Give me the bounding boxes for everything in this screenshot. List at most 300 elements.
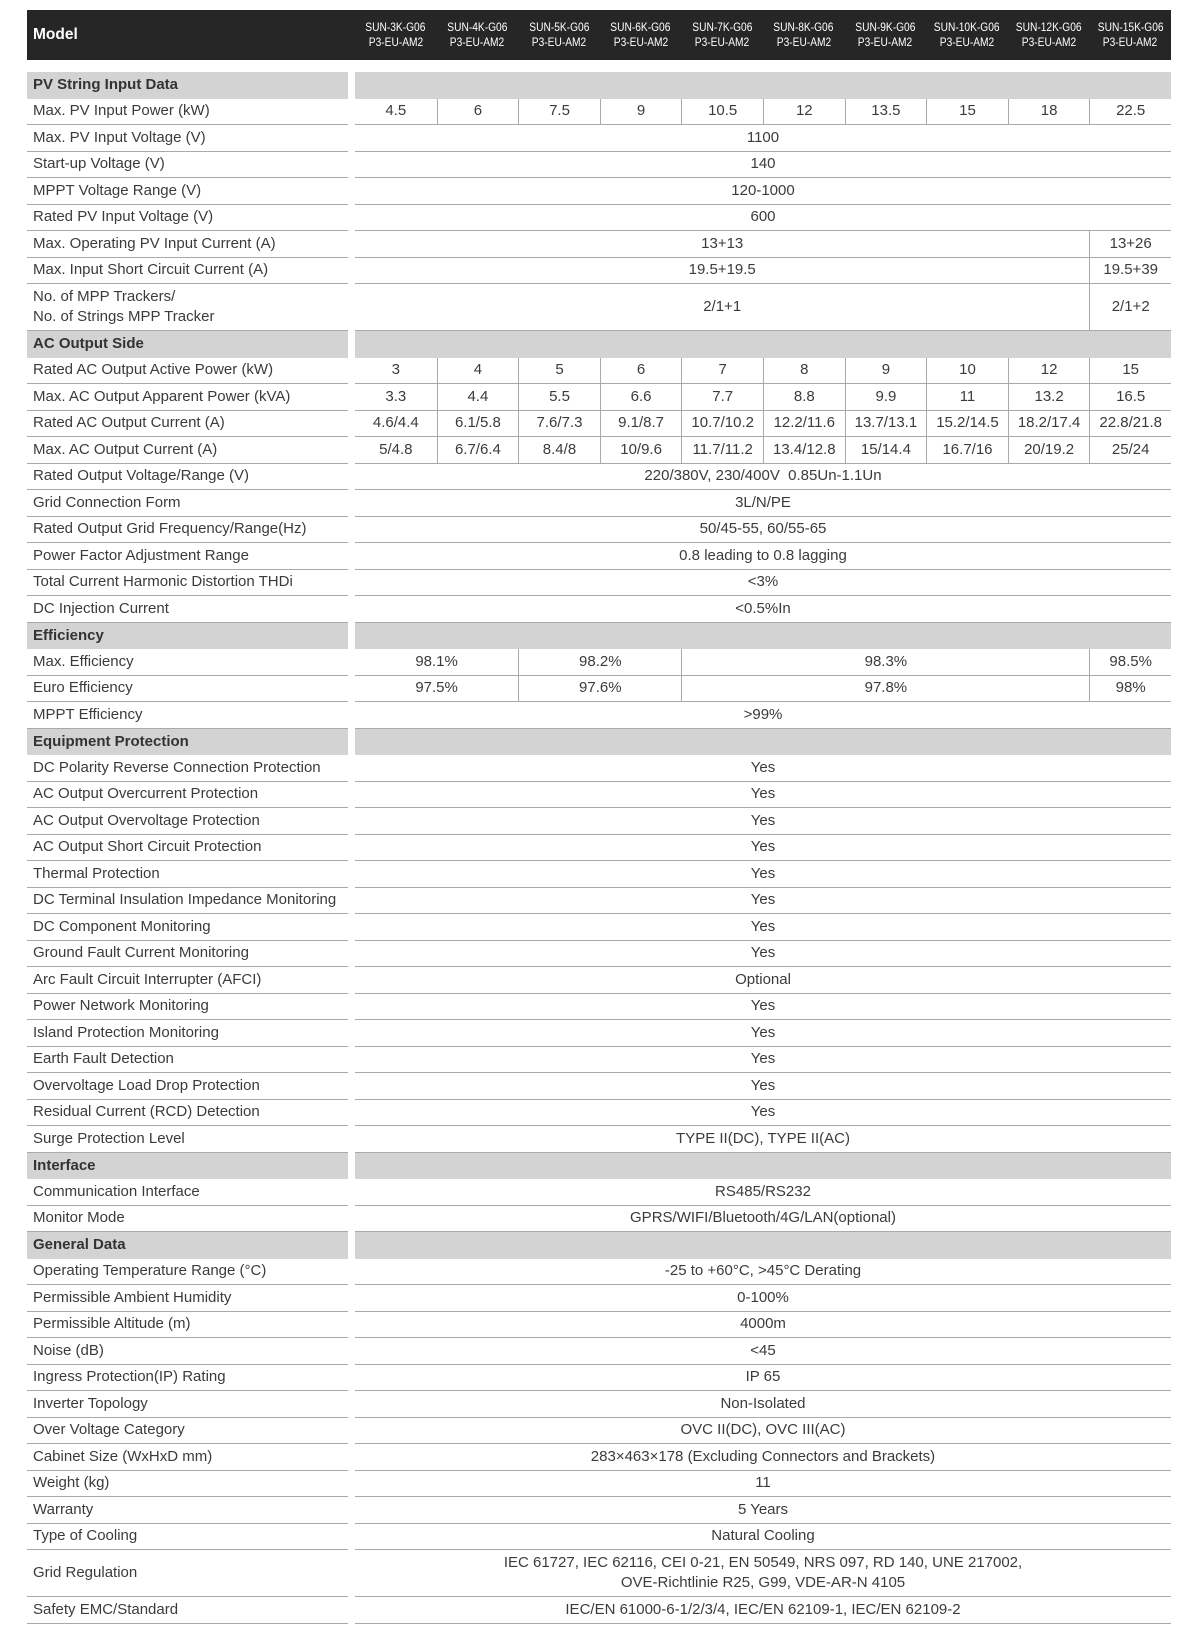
spec-row-mppt-voltage-range-v — [27, 178, 1171, 205]
spec-value: 6.6 — [600, 384, 682, 410]
spec-label: Permissible Altitude (m) — [27, 1312, 348, 1339]
spec-value: 97.5% — [415, 679, 458, 697]
section-band — [355, 1232, 1171, 1259]
spec-value: OVC II(DC), OVC III(AC) — [680, 1421, 846, 1439]
model-name: SUN-9K-G06 — [855, 20, 916, 34]
spec-label: Warranty — [27, 1497, 348, 1524]
spec-value: 4.6/4.4 — [372, 414, 419, 432]
spec-label: Communication Interface — [27, 1179, 348, 1206]
spec-row-permissible-altitude-m — [27, 1312, 1171, 1339]
spec-values — [355, 152, 1171, 179]
model-name: SUN-6K-G06 — [610, 20, 671, 34]
spec-value: RS485/RS232 — [715, 1182, 811, 1200]
spec-label: Max. Input Short Circuit Current (A) — [27, 258, 348, 285]
spec-value: Yes — [750, 838, 776, 856]
spec-row-earth-fault-detection — [27, 1047, 1171, 1074]
spec-values — [355, 205, 1171, 232]
spec-value: Yes — [750, 758, 776, 776]
spec-row-grid-connection-form — [27, 490, 1171, 517]
spec-value — [355, 1550, 1171, 1596]
spec-value: 20/19.2 — [1008, 437, 1090, 463]
spec-values — [355, 1126, 1171, 1153]
spec-values — [355, 967, 1171, 994]
spec-value: 1100 — [746, 128, 780, 146]
spec-label: Start-up Voltage (V) — [27, 152, 348, 179]
spec-row-max-ac-output-apparent-power-kva — [27, 384, 1171, 411]
spec-row-residual-current-rcd-detection — [27, 1100, 1171, 1127]
spec-values — [355, 258, 1171, 285]
spec-value: 18 — [1008, 99, 1090, 125]
spec-label: Overvoltage Load Drop Protection — [27, 1073, 348, 1100]
spec-value: 0-100% — [737, 1288, 789, 1306]
spec-label: Power Network Monitoring — [27, 994, 348, 1021]
spec-value: IEC/EN 61000-6-1/2/3/4, IEC/EN 62109-1, IEC/EN 62109-2 — [565, 1600, 961, 1618]
spec-value: 9 — [845, 358, 927, 384]
spec-row-dc-terminal-insulation-impedance-monitoring — [27, 888, 1171, 915]
spec-values — [355, 1312, 1171, 1339]
spec-value: 4.4 — [437, 384, 519, 410]
spec-row-euro-efficiency — [27, 676, 1171, 703]
model-column-header-sun-3k-g06 — [355, 10, 437, 60]
spec-label: Rated PV Input Voltage (V) — [27, 205, 348, 232]
spec-row-ingress-protection-ip-rating — [27, 1365, 1171, 1392]
section-title: Efficiency — [27, 623, 348, 650]
spec-label: Grid Connection Form — [27, 490, 348, 517]
spec-label: Grid Regulation — [27, 1550, 348, 1597]
spec-values — [355, 888, 1171, 915]
spec-row-dc-polarity-reverse-connection-protection — [27, 755, 1171, 782]
section-row-pv-string-input-data — [27, 72, 1171, 99]
spec-value: 50/45-55, 60/55-65 — [699, 520, 827, 538]
spec-row-power-network-monitoring — [27, 994, 1171, 1021]
spec-row-rated-output-grid-frequency-range-hz — [27, 517, 1171, 544]
spec-row-weight-kg — [27, 1471, 1171, 1498]
spec-value: 13+13 — [701, 234, 744, 252]
spec-values — [355, 178, 1171, 205]
spec-label: Ingress Protection(IP) Rating — [27, 1365, 348, 1392]
spec-values — [355, 517, 1171, 544]
model-heading: Model — [33, 26, 78, 43]
spec-values — [355, 596, 1171, 623]
spec-label: Max. AC Output Apparent Power (kVA) — [27, 384, 348, 411]
model-column-header-sun-9k-g06 — [845, 10, 927, 60]
spec-value: 13.5 — [845, 99, 927, 125]
spec-label: Rated AC Output Current (A) — [27, 411, 348, 438]
spec-values — [355, 1497, 1171, 1524]
spec-row-monitor-mode — [27, 1206, 1171, 1233]
spec-row-island-protection-monitoring — [27, 1020, 1171, 1047]
model-variant: P3-EU-AM2 — [776, 35, 831, 49]
spec-label: Max. PV Input Power (kW) — [27, 99, 348, 126]
spec-row-max-pv-input-voltage-v — [27, 125, 1171, 152]
spec-value: 19.5+19.5 — [688, 261, 756, 279]
model-header-bar — [27, 10, 1171, 60]
spec-value: Yes — [750, 1103, 776, 1121]
spec-row-thermal-protection — [27, 861, 1171, 888]
spec-value: 283×463×178 (Excluding Connectors and Brackets) — [590, 1447, 936, 1465]
model-name: SUN-10K-G06 — [934, 20, 1000, 34]
spec-row-start-up-voltage-v — [27, 152, 1171, 179]
spec-label: Inverter Topology — [27, 1391, 348, 1418]
spec-value: Yes — [750, 917, 776, 935]
spec-value: 5.5 — [518, 384, 600, 410]
spec-label: Rated Output Grid Frequency/Range(Hz) — [27, 517, 348, 544]
spec-value: 8.4/8 — [518, 437, 600, 463]
spec-values — [355, 1259, 1171, 1286]
spec-label: Max. Efficiency — [27, 649, 348, 676]
spec-value: 6.7/6.4 — [437, 437, 519, 463]
spec-value: >99% — [743, 705, 783, 723]
model-variant: P3-EU-AM2 — [1021, 35, 1076, 49]
spec-label: DC Component Monitoring — [27, 914, 348, 941]
section-row-efficiency — [27, 623, 1171, 650]
spec-value: <3% — [747, 573, 779, 591]
spec-row-communication-interface — [27, 1179, 1171, 1206]
spec-value: <45 — [750, 1341, 776, 1359]
spec-row-overvoltage-load-drop-protection — [27, 1073, 1171, 1100]
spec-values — [355, 1338, 1171, 1365]
model-column-header-sun-4k-g06 — [437, 10, 519, 60]
spec-row-ground-fault-current-monitoring — [27, 941, 1171, 968]
spec-value: 3L/N/PE — [735, 493, 791, 511]
spec-values — [355, 464, 1171, 491]
spec-label: AC Output Overvoltage Protection — [27, 808, 348, 835]
spec-label: Over Voltage Category — [27, 1418, 348, 1445]
model-variant: P3-EU-AM2 — [694, 35, 750, 49]
spec-label: Earth Fault Detection — [27, 1047, 348, 1074]
spec-values — [355, 1047, 1171, 1074]
spec-label: Max. PV Input Voltage (V) — [27, 125, 348, 152]
spec-label: Cabinet Size (WxHxD mm) — [27, 1444, 348, 1471]
spec-value: 11 — [926, 384, 1008, 410]
spec-value: 13.7/13.1 — [845, 411, 927, 437]
model-variant: P3-EU-AM2 — [531, 35, 587, 49]
spec-value: 3.3 — [385, 387, 407, 405]
spec-values — [355, 437, 1171, 464]
spec-values — [355, 490, 1171, 517]
spec-value: 10/9.6 — [600, 437, 682, 463]
model-variant: P3-EU-AM2 — [450, 35, 505, 49]
section-row-interface — [27, 1153, 1171, 1180]
spec-value: 220/380V, 230/400V 0.85Un-1.1Un — [644, 467, 882, 485]
spec-value: Yes — [750, 1050, 776, 1068]
spec-values — [355, 1206, 1171, 1233]
spec-label: DC Injection Current — [27, 596, 348, 623]
spec-value: 15/14.4 — [845, 437, 927, 463]
spec-value: 97.6% — [518, 676, 681, 702]
spec-value: 9.9 — [845, 384, 927, 410]
section-title: Equipment Protection — [27, 729, 348, 756]
spec-label: Permissible Ambient Humidity — [27, 1285, 348, 1312]
spec-values — [355, 384, 1171, 411]
spec-values — [355, 543, 1171, 570]
model-variant: P3-EU-AM2 — [613, 35, 668, 49]
spec-values — [355, 702, 1171, 729]
spec-value: 7.7 — [681, 384, 763, 410]
spec-value: 6.1/5.8 — [437, 411, 519, 437]
spec-value: 15.2/14.5 — [926, 411, 1008, 437]
model-variant: P3-EU-AM2 — [939, 35, 995, 49]
spec-value: Optional — [735, 970, 791, 988]
spec-value: 16.5 — [1089, 384, 1171, 410]
spec-values — [355, 941, 1171, 968]
spec-values — [355, 1444, 1171, 1471]
spec-value: 15 — [1089, 358, 1171, 384]
spec-value: 10.7/10.2 — [681, 411, 763, 437]
spec-row-max-efficiency — [27, 649, 1171, 676]
spec-label-line-2: No. of Strings MPP Tracker — [33, 308, 215, 325]
spec-row-mppt-efficiency — [27, 702, 1171, 729]
spec-values — [355, 231, 1171, 258]
spec-values — [355, 358, 1171, 385]
spec-row-ac-output-short-circuit-protection — [27, 835, 1171, 862]
section-row-general-data — [27, 1232, 1171, 1259]
spec-value: 4.5 — [385, 102, 407, 120]
spec-row-max-pv-input-power-kw — [27, 99, 1171, 126]
spec-value: 120-1000 — [731, 181, 795, 199]
spec-value: Yes — [750, 997, 776, 1015]
spec-value: Yes — [750, 811, 776, 829]
spec-row-over-voltage-category — [27, 1418, 1171, 1445]
spec-label: MPPT Efficiency — [27, 702, 348, 729]
spec-values — [355, 1391, 1171, 1418]
spec-row-operating-temperature-range-c — [27, 1259, 1171, 1286]
spec-values — [355, 755, 1171, 782]
spec-row-rated-ac-output-active-power-kw — [27, 358, 1171, 385]
spec-values — [355, 1471, 1171, 1498]
spec-value: 6 — [437, 99, 519, 125]
spec-values — [355, 125, 1171, 152]
spec-value: 98.5% — [1089, 649, 1171, 675]
spec-label: Noise (dB) — [27, 1338, 348, 1365]
spec-row-rated-pv-input-voltage-v — [27, 205, 1171, 232]
spec-row-permissible-ambient-humidity — [27, 1285, 1171, 1312]
spec-values — [355, 782, 1171, 809]
spec-value: 8 — [763, 358, 845, 384]
spec-row-inverter-topology — [27, 1391, 1171, 1418]
spec-value: 22.8/21.8 — [1089, 411, 1171, 437]
spec-label — [27, 284, 348, 331]
spec-row-cabinet-size-wxhxd-mm — [27, 1444, 1171, 1471]
spec-row-rated-output-voltage-range-v — [27, 464, 1171, 491]
spec-value: 98.1% — [415, 652, 458, 670]
spec-value: GPRS/WIFI/Bluetooth/4G/LAN(optional) — [630, 1209, 896, 1227]
model-columns — [355, 10, 1171, 60]
model-column-header-sun-5k-g06 — [518, 10, 600, 60]
spec-value: Non-Isolated — [720, 1394, 806, 1412]
spec-label-line-1: No. of MPP Trackers/ — [33, 288, 176, 305]
spec-label: Rated Output Voltage/Range (V) — [27, 464, 348, 491]
spec-row-max-operating-pv-input-current-a — [27, 231, 1171, 258]
spec-label: Euro Efficiency — [27, 676, 348, 703]
spec-label: DC Terminal Insulation Impedance Monitoring — [27, 888, 348, 915]
spec-value: 13.4/12.8 — [763, 437, 845, 463]
spec-value: 5/4.8 — [379, 440, 413, 458]
spec-value: Yes — [750, 1023, 776, 1041]
spec-value: 19.5+39 — [1089, 258, 1171, 284]
spec-values — [355, 570, 1171, 597]
spec-values — [355, 676, 1171, 703]
section-row-ac-output-side — [27, 331, 1171, 358]
spec-label: Weight (kg) — [27, 1471, 348, 1498]
spec-label: Ground Fault Current Monitoring — [27, 941, 348, 968]
model-variant: P3-EU-AM2 — [368, 35, 423, 49]
section-title: Interface — [27, 1153, 348, 1180]
section-row-equipment-protection — [27, 729, 1171, 756]
spec-value: 10.5 — [681, 99, 763, 125]
section-title: General Data — [27, 1232, 348, 1259]
spec-row-safety-emc-standard — [27, 1597, 1171, 1624]
model-column-header-sun-10k-g06 — [926, 10, 1008, 60]
spec-value: -25 to +60°C, >45°C Derating — [664, 1262, 862, 1280]
spec-values — [355, 914, 1171, 941]
spec-row-grid-regulation — [27, 1550, 1171, 1597]
spec-value: 18.2/17.4 — [1008, 411, 1090, 437]
spec-values — [355, 1020, 1171, 1047]
spec-label: Rated AC Output Active Power (kW) — [27, 358, 348, 385]
spec-values — [355, 284, 1171, 331]
spec-table — [27, 72, 1171, 1624]
spec-values — [355, 1418, 1171, 1445]
spec-row-power-factor-adjustment-range — [27, 543, 1171, 570]
spec-value: 98.3% — [681, 649, 1089, 675]
spec-label: Type of Cooling — [27, 1524, 348, 1551]
spec-value: 3 — [391, 361, 400, 379]
spec-label: Surge Protection Level — [27, 1126, 348, 1153]
spec-label: Total Current Harmonic Distortion THDi — [27, 570, 348, 597]
spec-value: 5 Years — [737, 1500, 789, 1518]
spec-values — [355, 1073, 1171, 1100]
spec-values — [355, 994, 1171, 1021]
spec-row-max-input-short-circuit-current-a — [27, 258, 1171, 285]
section-title: PV String Input Data — [27, 72, 348, 99]
spec-value: 98% — [1089, 676, 1171, 702]
spec-values — [355, 1550, 1171, 1597]
spec-value: 7.5 — [518, 99, 600, 125]
spec-row-total-current-harmonic-distortion-thdi — [27, 570, 1171, 597]
spec-values — [355, 1285, 1171, 1312]
spec-value: 7 — [681, 358, 763, 384]
spec-value: 22.5 — [1089, 99, 1171, 125]
spec-value: 5 — [518, 358, 600, 384]
spec-values — [355, 1100, 1171, 1127]
spec-value: 0.8 leading to 0.8 lagging — [679, 546, 847, 564]
spec-value: 140 — [750, 155, 776, 173]
spec-value: 11.7/11.2 — [681, 437, 763, 463]
spec-values — [355, 1365, 1171, 1392]
spec-values — [355, 1597, 1171, 1624]
spec-label: AC Output Short Circuit Protection — [27, 835, 348, 862]
model-name: SUN-12K-G06 — [1015, 20, 1082, 34]
spec-label: DC Polarity Reverse Connection Protection — [27, 755, 348, 782]
spec-label: Monitor Mode — [27, 1206, 348, 1233]
spec-value: 7.6/7.3 — [518, 411, 600, 437]
spec-value: 2/1+2 — [1089, 284, 1171, 330]
spec-label: Max. Operating PV Input Current (A) — [27, 231, 348, 258]
spec-label: MPPT Voltage Range (V) — [27, 178, 348, 205]
spec-values — [355, 649, 1171, 676]
model-column-header-sun-12k-g06 — [1008, 10, 1090, 60]
section-band — [355, 729, 1171, 756]
spec-value: 8.8 — [763, 384, 845, 410]
spec-row-rated-ac-output-current-a — [27, 411, 1171, 438]
spec-value-line-2: OVE-Richtlinie R25, G99, VDE-AR-N 4105 — [620, 1574, 906, 1591]
spec-row-no-of-mpp-trackers-no-of-strings-mpp-tracker — [27, 284, 1171, 331]
spec-row-ac-output-overvoltage-protection — [27, 808, 1171, 835]
spec-label: Arc Fault Circuit Interrupter (AFCI) — [27, 967, 348, 994]
spec-value: Yes — [750, 944, 776, 962]
spec-row-ac-output-overcurrent-protection — [27, 782, 1171, 809]
spec-label: Power Factor Adjustment Range — [27, 543, 348, 570]
spec-values — [355, 1179, 1171, 1206]
section-band — [355, 72, 1171, 99]
spec-value: 2/1+1 — [703, 298, 742, 315]
model-variant: P3-EU-AM2 — [858, 35, 913, 49]
model-name: SUN-4K-G06 — [447, 20, 508, 34]
spec-row-type-of-cooling — [27, 1524, 1171, 1551]
spec-value: <0.5%In — [735, 599, 791, 617]
spec-value: 16.7/16 — [926, 437, 1008, 463]
section-band — [355, 623, 1171, 650]
model-variant: P3-EU-AM2 — [1102, 35, 1158, 49]
spec-row-dc-component-monitoring — [27, 914, 1171, 941]
model-column-header-sun-15k-g06 — [1089, 10, 1171, 60]
spec-value: 12.2/11.6 — [763, 411, 845, 437]
model-name: SUN-3K-G06 — [365, 20, 426, 34]
spec-values — [355, 861, 1171, 888]
spec-values — [355, 99, 1171, 126]
spec-row-arc-fault-circuit-interrupter-afci — [27, 967, 1171, 994]
spec-value: TYPE II(DC), TYPE II(AC) — [676, 1129, 850, 1147]
spec-label: Max. AC Output Current (A) — [27, 437, 348, 464]
spec-value: 4000m — [740, 1315, 786, 1333]
spec-label: Island Protection Monitoring — [27, 1020, 348, 1047]
spec-row-max-ac-output-current-a — [27, 437, 1171, 464]
spec-value: 25/24 — [1089, 437, 1171, 463]
spec-label: AC Output Overcurrent Protection — [27, 782, 348, 809]
spec-value: 9.1/8.7 — [600, 411, 682, 437]
spec-sheet — [27, 10, 1171, 1624]
spec-values — [355, 808, 1171, 835]
spec-value: 4 — [437, 358, 519, 384]
spec-values — [355, 835, 1171, 862]
spec-value: Natural Cooling — [711, 1527, 815, 1545]
spec-values — [355, 411, 1171, 438]
spec-value: Yes — [750, 864, 776, 882]
spec-label: Safety EMC/Standard — [27, 1597, 348, 1624]
spec-value: 98.2% — [518, 649, 681, 675]
spec-value: Yes — [750, 891, 776, 909]
model-column-header-sun-8k-g06 — [763, 10, 845, 60]
spec-value: 10 — [926, 358, 1008, 384]
spec-value: 12 — [763, 99, 845, 125]
model-name: SUN-7K-G06 — [692, 20, 753, 34]
model-name: SUN-15K-G06 — [1097, 20, 1164, 34]
model-column-header-sun-6k-g06 — [600, 10, 682, 60]
spec-value: 600 — [750, 208, 776, 226]
spec-value: 11 — [755, 1474, 771, 1492]
section-band — [355, 1153, 1171, 1180]
spec-value: 6 — [600, 358, 682, 384]
spec-value: 15 — [926, 99, 1008, 125]
spec-label: Residual Current (RCD) Detection — [27, 1100, 348, 1127]
spec-row-surge-protection-level — [27, 1126, 1171, 1153]
spec-value: 9 — [600, 99, 682, 125]
spec-row-warranty — [27, 1497, 1171, 1524]
model-name: SUN-5K-G06 — [528, 20, 590, 34]
spec-row-noise-db — [27, 1338, 1171, 1365]
spec-value: 12 — [1008, 358, 1090, 384]
